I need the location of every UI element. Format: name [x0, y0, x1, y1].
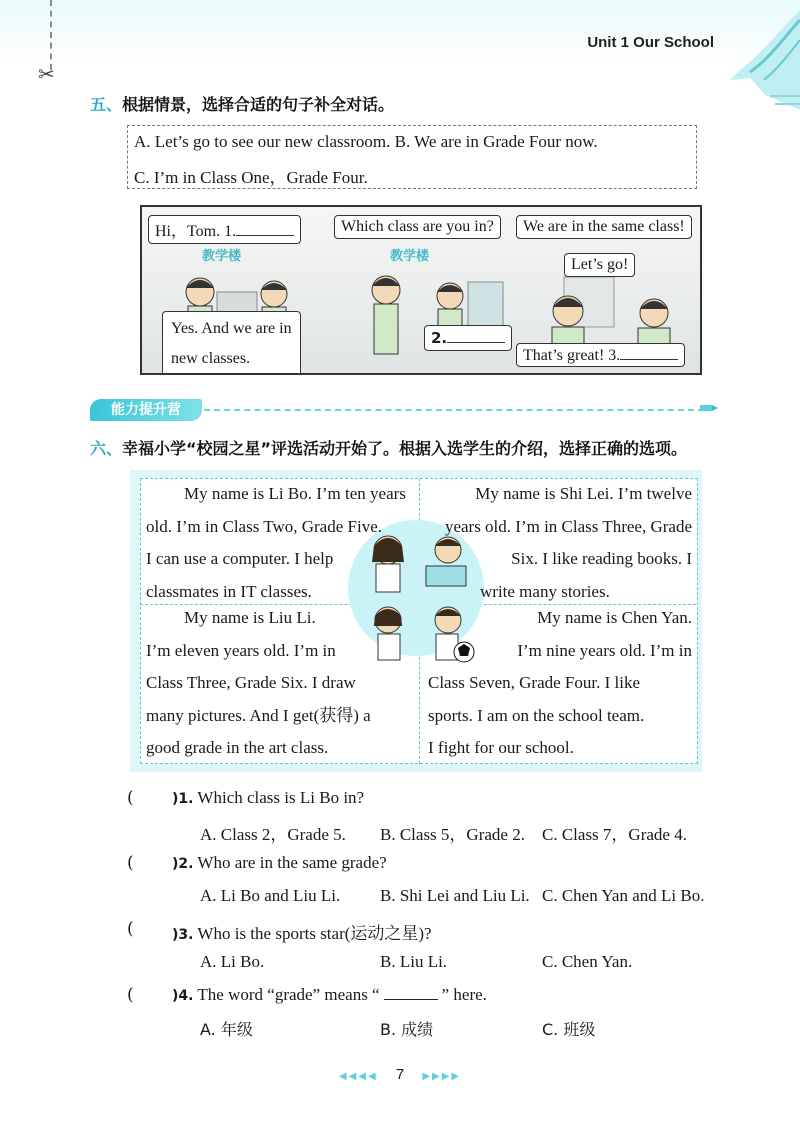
answer-blank-1[interactable] [236, 221, 294, 236]
section6-title: 六、幸福小学“校园之星”评选活动开始了。根据入选学生的介绍，选择正确的选项。 [90, 439, 688, 458]
left-arrows-icon: ◀◀◀◀ [338, 1071, 378, 1082]
question-2: )2. Who are in the same grade? [172, 853, 387, 872]
q3-choice-a[interactable]: A. Li Bo. [200, 952, 265, 971]
question-3: )3. Who is the sports star(运动之星)? [172, 924, 432, 943]
q3-choice-c[interactable]: C. Chen Yan. [542, 952, 633, 971]
paragraph-shi-lei: My name is Shi Lei. I’m twelve years old. I’m in Class Three, Grade Six. I like reading books. I write many stories. [444, 484, 692, 601]
answer-paren-2[interactable]: ( [127, 853, 134, 873]
paragraph-liu-li: My name is Liu Li. I’m eleven years old. I’m in Class Three, Grade Six. I draw many pictures. And I get(获得) a good grade in the art class. [146, 608, 371, 757]
cut-line [50, 0, 52, 70]
q1-choice-b[interactable]: B. Class 5，Grade 2. [380, 825, 525, 844]
q4-choice-b[interactable]: B. 成绩 [380, 1020, 434, 1039]
q4-choice-a[interactable]: A. 年级 [200, 1020, 253, 1039]
bubble-hi-tom: Hi，Tom. 1. [148, 215, 301, 244]
option-line-2: C. I’m in Class One，Grade Four. [134, 168, 368, 187]
q1-choice-a[interactable]: A. Class 2，Grade 5. [200, 825, 346, 844]
comic-strip [140, 205, 702, 375]
right-arrows-icon: ▶▶▶▶ [422, 1071, 462, 1082]
option-line-1: A. Let’s go to see our new classroom. B. We are in Grade Four now. [134, 132, 598, 151]
header-band [0, 0, 800, 64]
answer-paren-4[interactable]: ( [127, 985, 134, 1005]
q1-choice-c[interactable]: C. Class 7，Grade 4. [542, 825, 687, 844]
paragraph-li-bo: My name is Li Bo. I’m ten years old. I’m in Class Two, Grade Five. I can use a computer. I help classmates in IT classes. [146, 484, 406, 601]
page-footer [0, 1066, 800, 1083]
bubble-reply-1: Yes. And we are in new classes. [162, 311, 301, 373]
kids-illustration-2 [338, 262, 508, 372]
building-sign-2: 教学楼 [390, 249, 430, 264]
answer-paren-3[interactable]: ( [127, 919, 134, 939]
bubble-reply-2: 2. [424, 325, 512, 351]
pencil-icon [700, 402, 718, 414]
question-1: )1. Which class is Li Bo in? [172, 788, 365, 807]
q3-choice-b[interactable]: B. Liu Li. [380, 952, 448, 971]
bubble-reply-3: That’s great! 3. [516, 343, 685, 367]
paragraph-chen-yan: My name is Chen Yan. I’m nine years old. I’m in Class Seven, Grade Four. I like sports. I am on the school team. I fight for our school. [428, 608, 692, 757]
section5-title: 五、根据情景，选择合适的句子补全对话。 [90, 95, 395, 114]
q4-blank[interactable] [384, 986, 438, 1000]
ability-section-tab: 能力提升营 [90, 399, 202, 421]
unit-title: Unit 1 Our School [587, 34, 714, 51]
q2-choice-b[interactable]: B. Shi Lei and Liu Li. [380, 886, 530, 905]
question-4: )4. The word “grade” means “ ” here. [172, 985, 487, 1004]
comic-panel-1 [142, 207, 330, 373]
building-sign: 教学楼 [202, 249, 242, 264]
page-number: 7 [395, 1066, 405, 1083]
comic-panel-3 [514, 207, 700, 373]
answer-blank-2[interactable] [447, 328, 505, 343]
answer-blank-3[interactable] [620, 345, 678, 360]
bubble-lets-go: Let’s go! [564, 253, 635, 277]
ability-divider [204, 409, 704, 411]
q2-choice-c[interactable]: C. Chen Yan and Li Bo. [542, 886, 705, 905]
roof-decoration [720, 0, 800, 130]
q2-choice-a[interactable]: A. Li Bo and Liu Li. [200, 886, 341, 905]
comic-panel-2 [328, 207, 516, 373]
options-box [127, 125, 697, 189]
bubble-which-class: Which class are you in? [334, 215, 501, 239]
bubble-same-class: We are in the same class! [516, 215, 692, 239]
q4-choice-c[interactable]: C. 班级 [542, 1020, 596, 1039]
scissors-icon: ✂ [38, 62, 55, 86]
answer-paren-1[interactable]: ( [127, 788, 134, 808]
